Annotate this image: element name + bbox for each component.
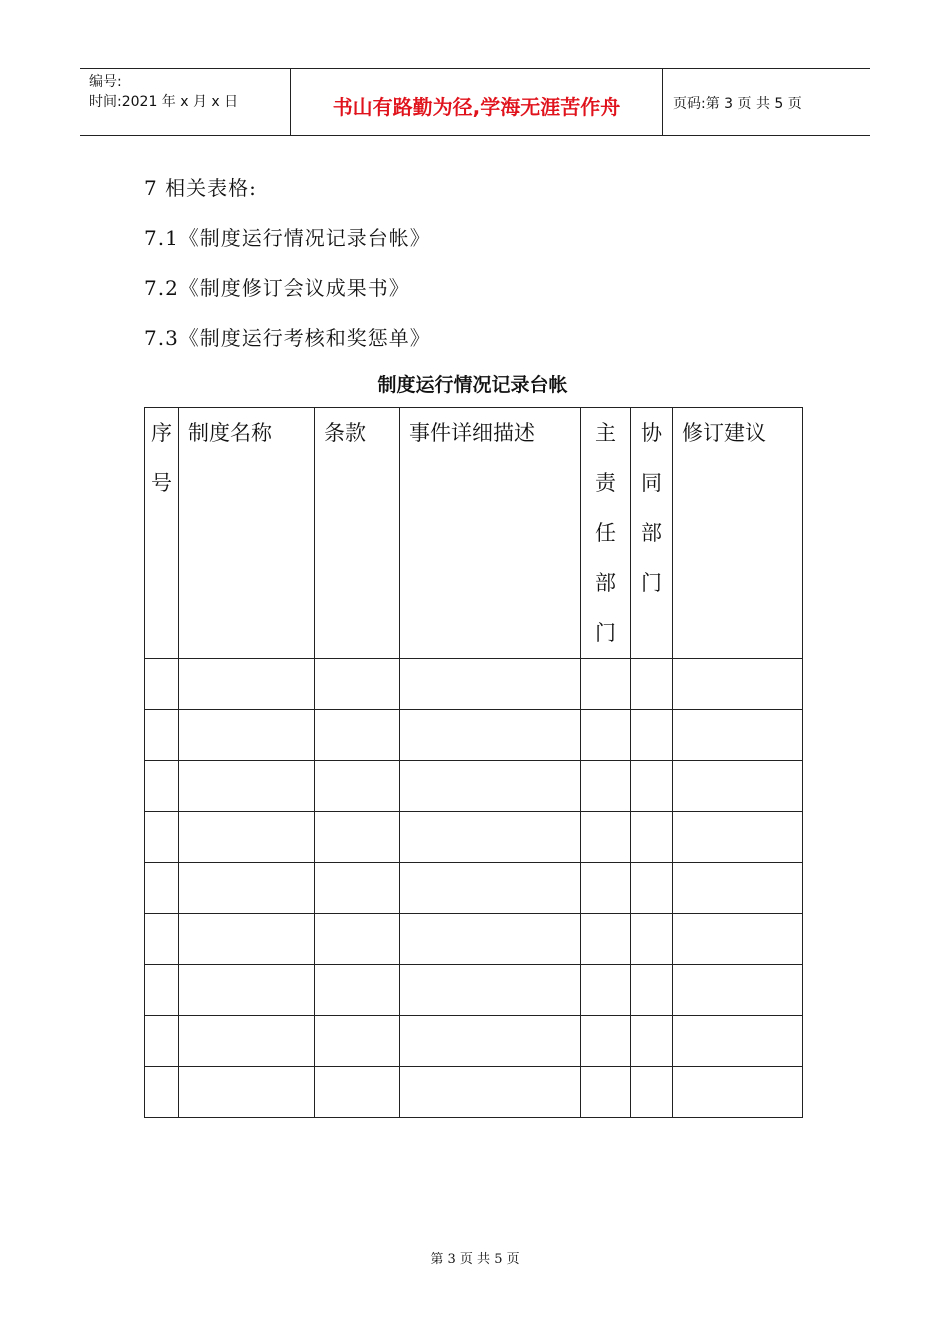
- header-cell: 事件详细描述: [400, 408, 581, 659]
- table-cell: [673, 710, 803, 761]
- table-cell: [145, 914, 179, 965]
- table-row: [145, 812, 803, 863]
- table-cell: [179, 965, 315, 1016]
- table-cell: [581, 914, 631, 965]
- section-item-3: 7.3《制度运行考核和奖惩单》: [144, 326, 431, 350]
- table-row: [145, 914, 803, 965]
- table-cell: [400, 863, 581, 914]
- table-cell: [581, 1016, 631, 1067]
- section-heading: 7 相关表格:: [144, 176, 257, 200]
- header-meta: [80, 69, 291, 135]
- table-row: [145, 965, 803, 1016]
- table-header-row: [145, 408, 803, 659]
- table-cell: [400, 710, 581, 761]
- table-cell: [400, 812, 581, 863]
- table-cell: [673, 914, 803, 965]
- time-label: 时间:2021 年 x 月 x 日: [89, 94, 239, 110]
- table-cell: [315, 761, 400, 812]
- table-cell: [631, 812, 673, 863]
- table-cell: [315, 914, 400, 965]
- table-cell: [179, 812, 315, 863]
- table-cell: [145, 1016, 179, 1067]
- header-cell: 主责任部门: [581, 408, 631, 659]
- table-cell: [631, 1016, 673, 1067]
- table-cell: [673, 659, 803, 710]
- section-item-2: 7.2《制度修订会议成果书》: [144, 276, 410, 300]
- table-cell: [145, 761, 179, 812]
- table-cell: [179, 659, 315, 710]
- table-cell: [673, 812, 803, 863]
- table-cell: [581, 1067, 631, 1118]
- table-cell: [179, 914, 315, 965]
- table-cell: [400, 1016, 581, 1067]
- section-item-1: 7.1《制度运行情况记录台帐》: [144, 226, 431, 250]
- table-cell: [673, 761, 803, 812]
- table-cell: [315, 965, 400, 1016]
- table-cell: [631, 965, 673, 1016]
- table-cell: [400, 914, 581, 965]
- table-cell: [179, 1016, 315, 1067]
- table-cell: [145, 710, 179, 761]
- page-footer: 第 3 页 共 5 页: [430, 1252, 520, 1267]
- table-cell: [673, 965, 803, 1016]
- header-cell: 修订建议: [673, 408, 803, 659]
- table-cell: [315, 659, 400, 710]
- table-cell: [145, 965, 179, 1016]
- table-cell: [581, 761, 631, 812]
- table-cell: [631, 863, 673, 914]
- table-cell: [581, 710, 631, 761]
- table-row: [145, 659, 803, 710]
- table-cell: [179, 710, 315, 761]
- table-body: [145, 659, 803, 1118]
- table-cell: [581, 863, 631, 914]
- header-motto: 书山有路勤为径,学海无涯苦作舟: [291, 69, 663, 135]
- table-cell: [315, 812, 400, 863]
- page-header: [80, 68, 870, 136]
- ledger-table: [144, 407, 803, 1118]
- table-cell: [631, 1067, 673, 1118]
- table-cell: [400, 659, 581, 710]
- table-cell: [315, 863, 400, 914]
- table-cell: [179, 1067, 315, 1118]
- table-cell: [315, 710, 400, 761]
- table-cell: [581, 812, 631, 863]
- table-cell: [179, 761, 315, 812]
- table-cell: [145, 812, 179, 863]
- header-cell: 制度名称: [179, 408, 315, 659]
- table-row: [145, 761, 803, 812]
- table-cell: [145, 659, 179, 710]
- header-cell: 条款: [315, 408, 400, 659]
- table-row: [145, 863, 803, 914]
- table-cell: [400, 1067, 581, 1118]
- table-row: [145, 1067, 803, 1118]
- table-cell: [631, 659, 673, 710]
- table-cell: [581, 659, 631, 710]
- table-cell: [673, 863, 803, 914]
- table-cell: [673, 1016, 803, 1067]
- table-cell: [315, 1067, 400, 1118]
- table-cell: [673, 1067, 803, 1118]
- table-cell: [400, 965, 581, 1016]
- table-cell: [400, 761, 581, 812]
- table-cell: [145, 1067, 179, 1118]
- header-cell: 序号: [145, 408, 179, 659]
- header-cell: 协同部门: [631, 408, 673, 659]
- number-label: 编号:: [89, 74, 122, 90]
- table-cell: [145, 863, 179, 914]
- table-cell: [179, 863, 315, 914]
- table-title: 制度运行情况记录台帐: [377, 374, 568, 396]
- table-cell: [581, 965, 631, 1016]
- table-row: [145, 1016, 803, 1067]
- table-cell: [631, 914, 673, 965]
- table-cell: [631, 761, 673, 812]
- table-cell: [315, 1016, 400, 1067]
- table-cell: [631, 710, 673, 761]
- header-page-label: 页码:第 3 页 共 5 页: [673, 96, 802, 112]
- table-row: [145, 710, 803, 761]
